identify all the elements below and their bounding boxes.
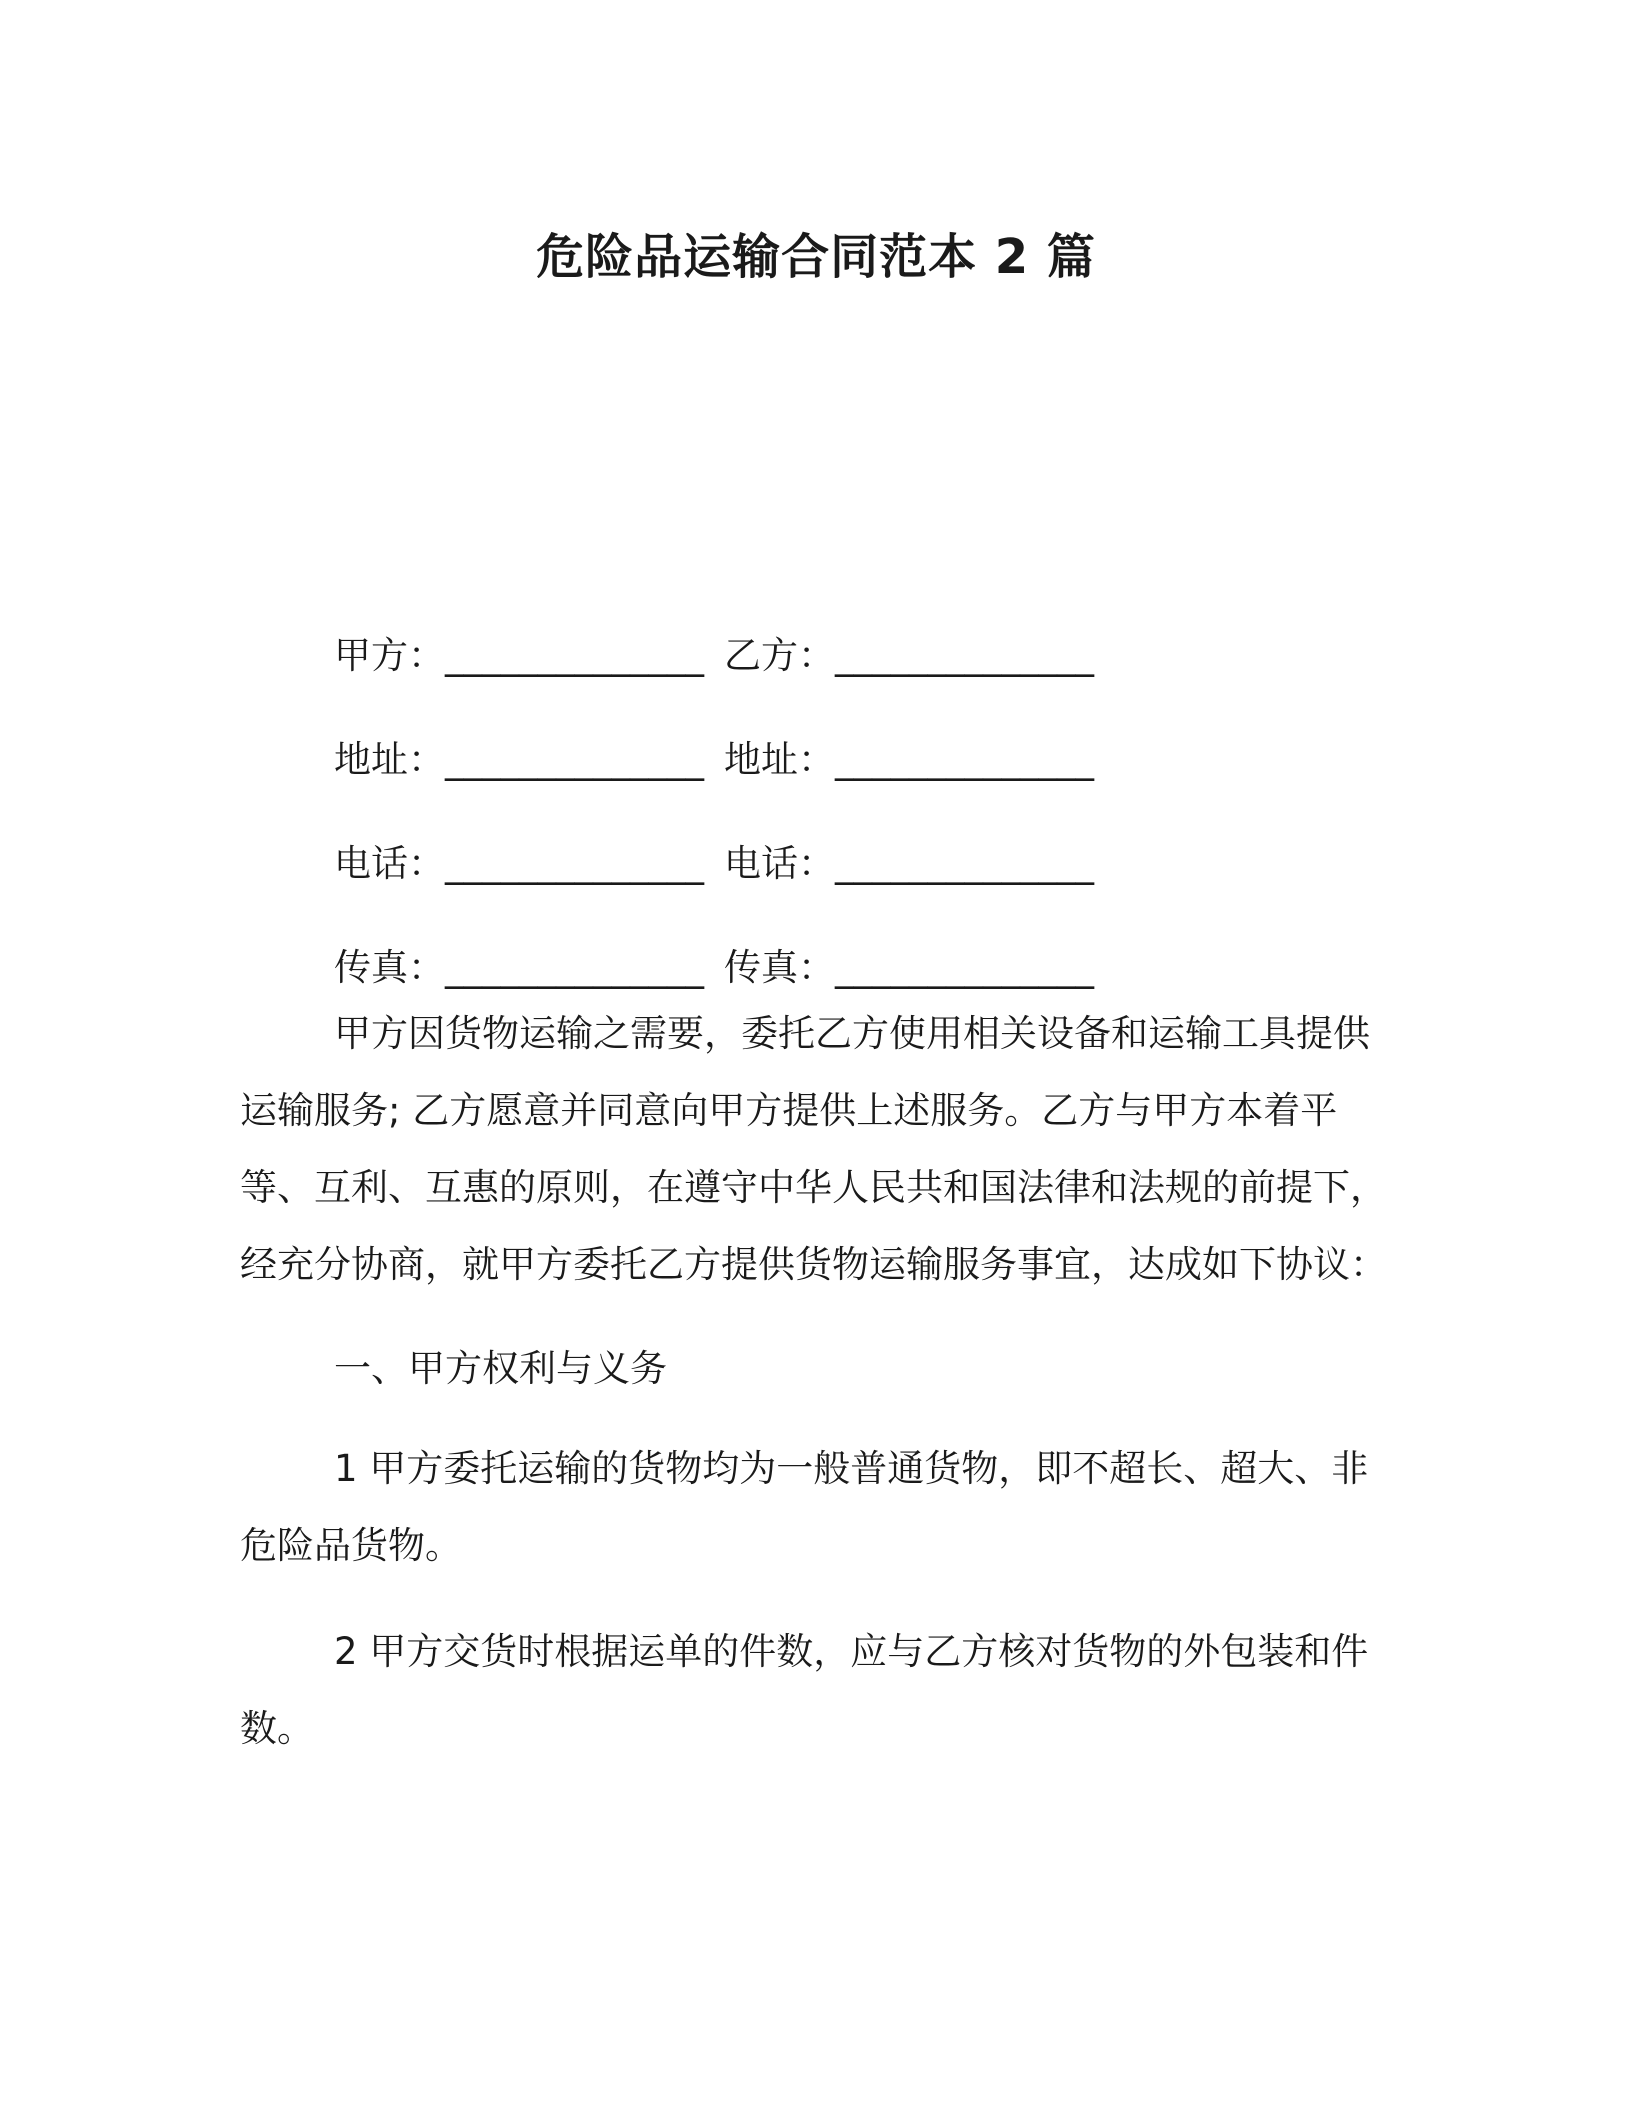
party-b-phone-field: 电话：______________ [724, 842, 1094, 885]
party-b-address-field: 地址：______________ [724, 738, 1094, 781]
party-row-address [334, 704, 1124, 808]
party-row-phone [334, 808, 1124, 912]
party-b-name-field: 乙方：______________ [724, 634, 1094, 677]
party-a-phone-field: 电话：______________ [334, 842, 704, 885]
document-title: 危险品运输合同范本 2 篇 [536, 229, 1096, 285]
party-a-fax-field: 传真：______________ [334, 946, 704, 989]
party-row-name [334, 600, 1124, 704]
clause-paragraph: 1 甲方委托运输的货物均为一般普通货物，即不超长、超大、非危险品货物。 [240, 1447, 1369, 1567]
party-b-fax-field: 传真：______________ [724, 946, 1094, 989]
party-a-address-field: 地址：______________ [334, 738, 704, 781]
clause-paragraph: 2 甲方交货时根据运单的件数，应与乙方核对货物的外包装和件数。 [240, 1630, 1369, 1750]
intro-paragraph: 甲方因货物运输之需要，委托乙方使用相关设备和运输工具提供运输服务; 乙方愿意并同意向甲方提供上述服务。乙方与甲方本着平等、互利、互惠的原则，在遵守中华人民共和国法律和法规的前提下，经充分协商，就甲方委托乙方提供货物运输服务事宜，达成如下协议： [240, 1012, 1387, 1286]
party-info-table [334, 600, 1124, 1016]
section-heading: 一、甲方权利与义务 [334, 1347, 667, 1390]
party-a-name-field: 甲方：______________ [334, 634, 704, 677]
